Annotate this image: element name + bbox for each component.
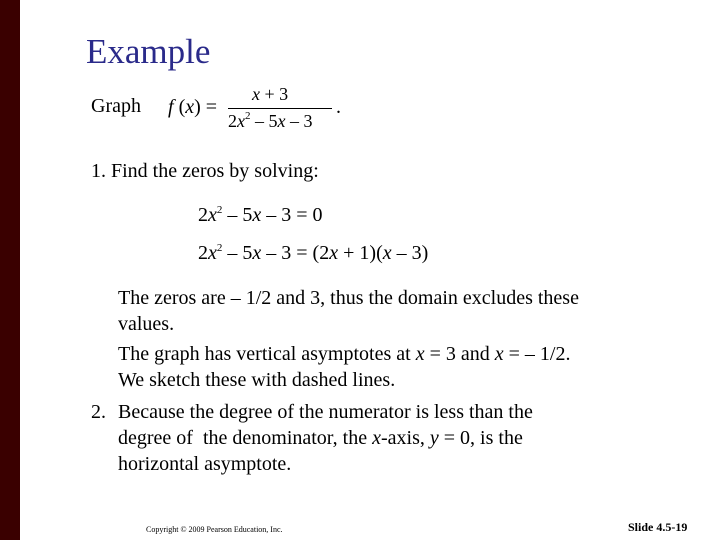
paragraph-line-4: We sketch these with dashed lines. [118,369,396,391]
graph-label: Graph [91,95,141,117]
slide-number: Slide 4.5-19 [628,520,688,534]
function-denominator: $2x^2 - 5x - 3$ [228,110,313,131]
step-2-line-2: degree of the denominator, the x-axis, y = 0, is the [118,427,523,449]
paragraph-line-2: values. [118,313,175,335]
paragraph-line-1: The zeros are – 1/2 and 3, thus the domain excludes these [118,287,579,309]
function-formula [168,84,348,136]
slide-title: Example [86,32,211,71]
step-2-line-3: horizontal asymptote. [118,453,292,475]
equation-2: $2x^2 - 5x - 3 = (2x + 1)(x - 3)$ [198,242,429,264]
function-lhs: f (x) = [168,96,218,118]
paragraph-line-3: The graph has vertical asymptotes at x = 3 and x = – 1/2. [118,343,571,365]
function-period: . [336,96,341,118]
copyright-footer: Copyright © 2009 Pearson Education, Inc. [146,525,283,534]
equation-1: $2x^2 - 5x - 3 = 0$ [198,204,323,226]
step-2-number: 2. [91,401,106,423]
step-1-heading: 1. Find the zeros by solving: [91,160,319,182]
left-accent-bar [0,0,20,540]
function-numerator: x + 3 [252,84,289,104]
fraction-bar [228,108,332,109]
step-2-line-1: Because the degree of the numerator is less than the [118,401,533,423]
